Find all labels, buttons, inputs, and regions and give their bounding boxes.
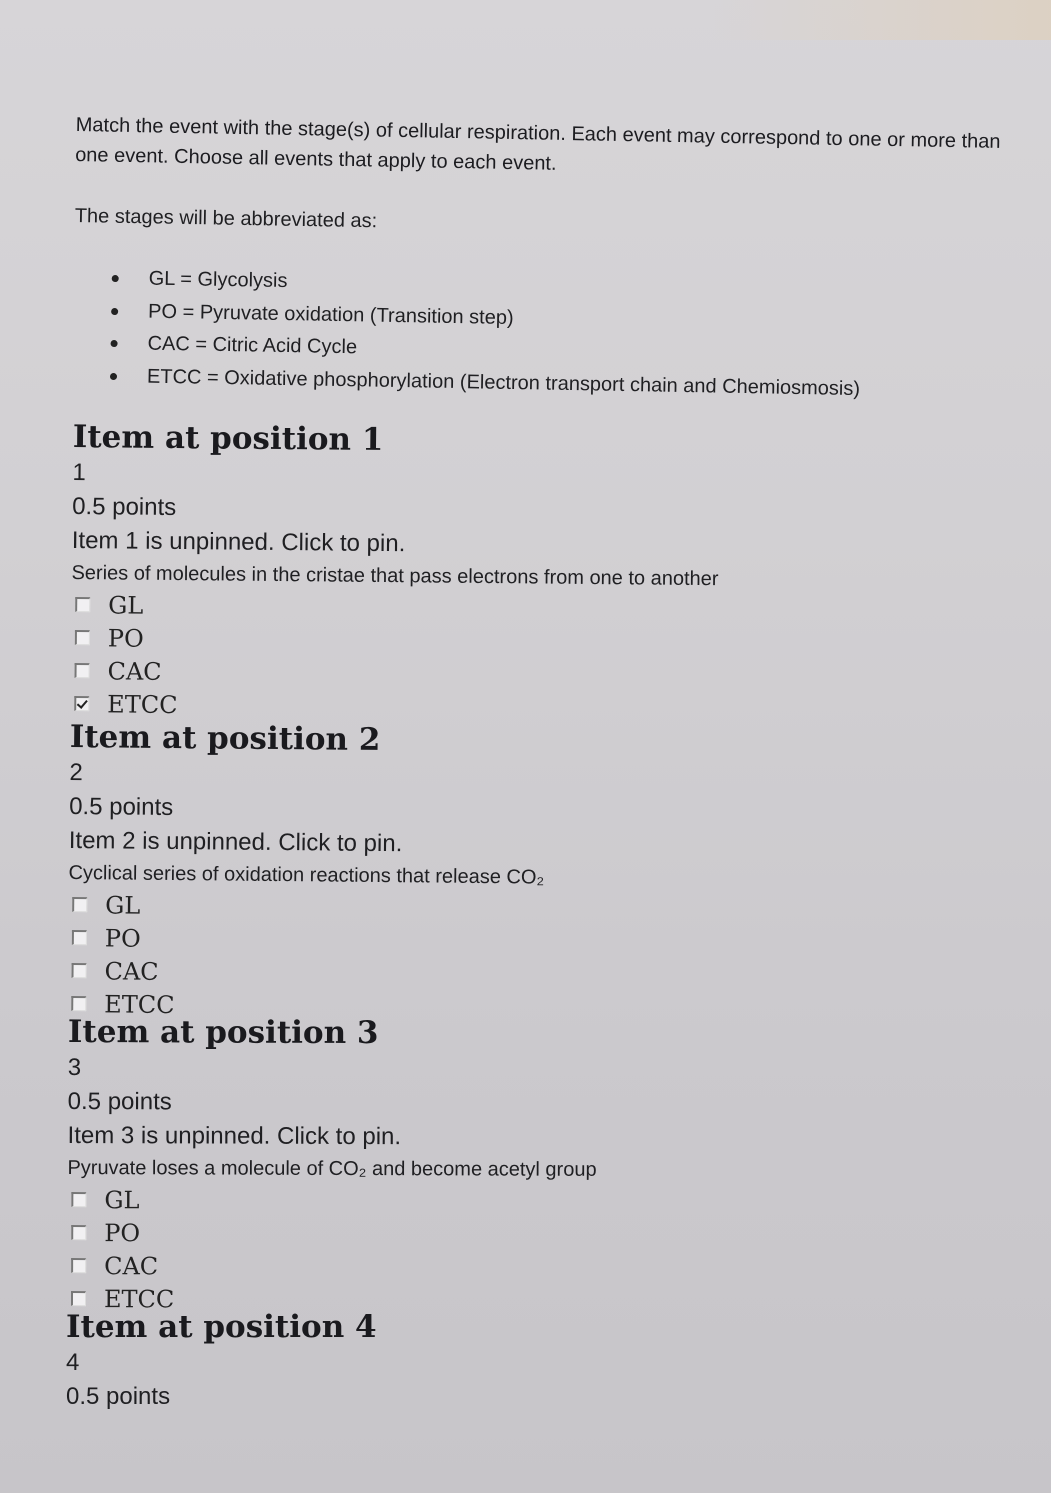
option-list	[67, 888, 968, 1029]
option-label: CAC	[104, 1251, 159, 1280]
question-item-4	[66, 1308, 966, 1414]
option-label: PO	[104, 923, 141, 953]
item-points: 0.5 points	[67, 1087, 172, 1116]
item-title: Item at position 4	[66, 1309, 377, 1345]
question-item-1	[70, 418, 973, 729]
option-label: CAC	[107, 656, 162, 686]
option-row-gl[interactable]	[67, 1183, 967, 1219]
option-label: GL	[105, 890, 141, 920]
option-label: CAC	[104, 956, 159, 986]
checkbox[interactable]	[72, 897, 87, 912]
item-number: 2	[69, 758, 83, 787]
item-title: Item at position 2	[69, 718, 381, 758]
bullet-icon	[112, 275, 119, 282]
bullet-icon	[111, 340, 118, 347]
checkbox[interactable]	[72, 963, 87, 978]
checkbox-checked[interactable]	[74, 696, 89, 711]
stage-definition: CAC = Citric Acid Cycle	[147, 332, 358, 359]
option-label: GL	[104, 1185, 140, 1214]
checkbox[interactable]	[71, 1192, 86, 1207]
option-label: PO	[104, 1218, 141, 1247]
bullet-icon	[111, 307, 118, 314]
item-prompt: Cyclical series of oxidation reactions that release CO₂	[68, 861, 545, 889]
option-row-po[interactable]	[67, 1216, 967, 1252]
checkbox[interactable]	[75, 630, 90, 645]
item-number: 4	[66, 1349, 80, 1376]
stage-definition: PO = Pyruvate oxidation (Transition step)	[147, 300, 514, 329]
instructions-text: Match the event with the stage(s) of cellular respiration. Each event may correspond to one or more than one event. Choose all events that apply to each event.	[74, 113, 1001, 175]
option-label: ETCC	[107, 689, 178, 719]
item-points: 0.5 points	[66, 1383, 171, 1410]
stage-definition: GL = Glycolysis	[148, 267, 288, 293]
pin-toggle-link[interactable]: Item 2 is unpinned. Click to pin.	[68, 826, 403, 858]
item-prompt: Series of molecules in the cristae that pass electrons from one to another	[71, 561, 719, 591]
option-label: GL	[108, 590, 144, 620]
checkbox[interactable]	[72, 930, 87, 945]
bullet-icon	[110, 372, 117, 379]
stage-definition: ETCC = Oxidative phosphorylation (Electron transport chain and Chemiosmosis)	[146, 365, 861, 400]
option-label: PO	[107, 623, 144, 653]
checkbox[interactable]	[71, 996, 86, 1011]
item-title: Item at position 1	[72, 418, 384, 458]
checkbox[interactable]	[71, 1258, 86, 1273]
question-item-2	[67, 718, 970, 1029]
stages-heading: The stages will be abbreviated as:	[74, 205, 378, 233]
checkbox[interactable]	[75, 663, 90, 678]
option-list	[70, 588, 971, 729]
pin-toggle-link[interactable]: Item 1 is unpinned. Click to pin.	[71, 526, 406, 558]
item-number: 1	[72, 458, 86, 487]
item-prompt: Pyruvate loses a molecule of CO₂ and become acetyl group	[67, 1156, 597, 1181]
item-title: Item at position 3	[67, 1014, 379, 1052]
option-list	[67, 1183, 967, 1318]
stage-list	[110, 262, 972, 407]
option-label: ETCC	[103, 1284, 175, 1313]
checkbox[interactable]	[71, 1291, 86, 1306]
checkbox[interactable]	[75, 597, 90, 612]
option-label: ETCC	[104, 989, 175, 1019]
question-item-3	[67, 1013, 968, 1318]
checkbox[interactable]	[71, 1225, 86, 1240]
item-number: 3	[67, 1053, 82, 1082]
option-row-cac[interactable]	[67, 1249, 967, 1285]
item-points: 0.5 points	[72, 492, 177, 521]
pin-toggle-link[interactable]: Item 3 is unpinned. Click to pin.	[67, 1121, 402, 1151]
item-points: 0.5 points	[69, 792, 174, 821]
